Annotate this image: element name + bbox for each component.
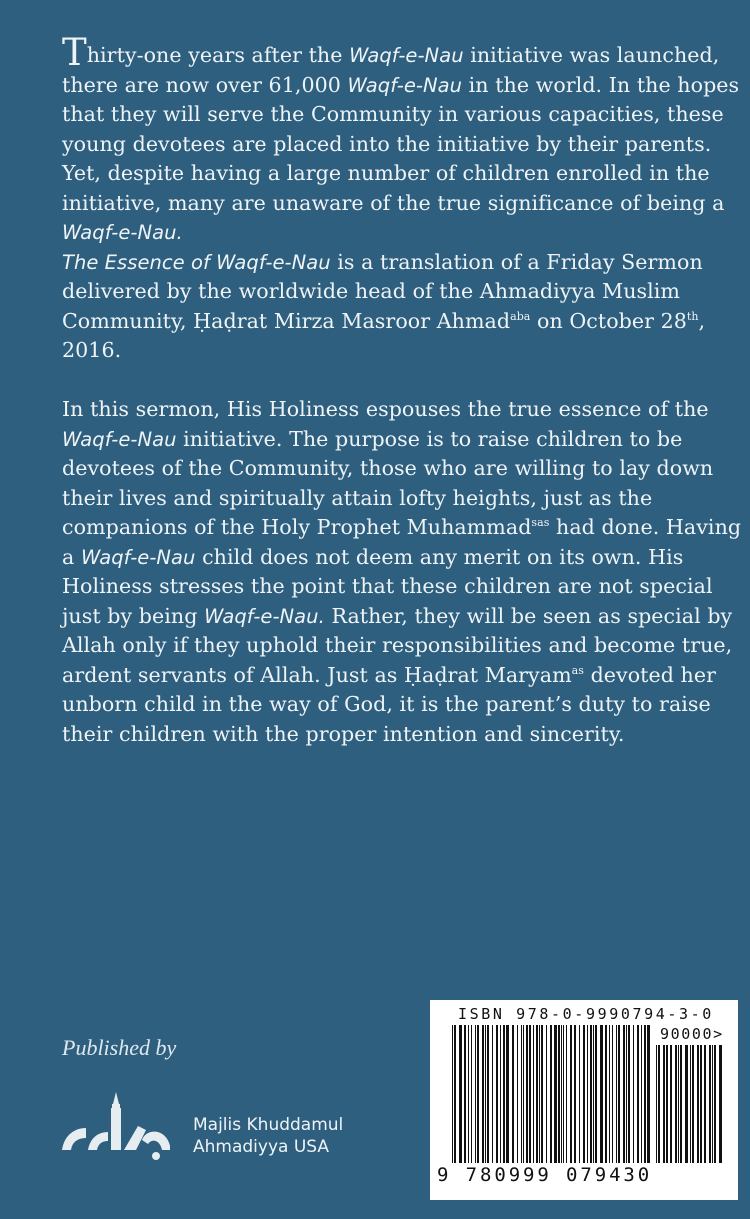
barcode-bar: [700, 1045, 702, 1163]
barcode-bar: [529, 1025, 531, 1163]
barcode-bar: [464, 1025, 466, 1163]
barcode-bar: [579, 1025, 580, 1163]
barcode-bar: [459, 1025, 462, 1163]
barcode-bar: [593, 1025, 594, 1163]
barcode-bar: [605, 1025, 607, 1163]
barcode-bar: [523, 1025, 524, 1163]
barcode-bar: [663, 1045, 665, 1163]
barcode-bar: [656, 1045, 657, 1163]
publisher-logo-icon: [58, 1084, 176, 1166]
barcode-bar: [454, 1025, 456, 1163]
barcode-bar: [477, 1025, 479, 1163]
barcode-bar: [587, 1025, 588, 1163]
back-cover-description: [62, 31, 742, 749]
barcode-bar: [637, 1025, 639, 1163]
published-by-label: Published by: [62, 1035, 177, 1060]
barcode-bar: [714, 1045, 716, 1163]
barcode-bar: [500, 1025, 501, 1163]
barcode-bar: [554, 1025, 557, 1163]
barcode-bar: [709, 1045, 711, 1163]
barcode-bar: [574, 1025, 576, 1163]
barcode-bar: [526, 1025, 528, 1163]
barcode-bar: [678, 1045, 679, 1163]
book-title-mention: The Essence of Waqf-e-Nau: [62, 250, 331, 274]
barcode-bar: [563, 1025, 564, 1163]
barcode-bar: [633, 1025, 634, 1163]
barcode-bar: [503, 1025, 505, 1163]
barcode-bar: [506, 1025, 509, 1163]
barcode-bar: [712, 1045, 713, 1163]
barcode-bar: [628, 1025, 630, 1163]
ean-barcode-bars: [452, 1025, 652, 1165]
barcode-bar: [546, 1025, 547, 1163]
barcode-bar: [492, 1025, 493, 1163]
barcode-bar: [517, 1025, 518, 1163]
barcode-bar: [692, 1045, 694, 1163]
barcode-bar: [623, 1025, 625, 1163]
barcode-bar: [616, 1025, 617, 1163]
barcode-bar: [521, 1025, 522, 1163]
barcode-bar: [550, 1025, 552, 1163]
publisher-name: Majlis Khuddamul Ahmadiyya USA: [193, 1115, 344, 1157]
barcode-bar: [487, 1025, 489, 1163]
barcode-bar: [533, 1025, 534, 1163]
barcode-bar: [583, 1025, 585, 1163]
barcode-bar: [600, 1025, 603, 1163]
barcode-bar: [670, 1045, 672, 1163]
barcode-bar: [626, 1025, 627, 1163]
barcode-bar: [471, 1025, 472, 1163]
barcode-bar: [536, 1025, 538, 1163]
barcode-bar: [647, 1025, 650, 1163]
barcode-bar: [468, 1025, 469, 1163]
barcode-bar: [697, 1045, 699, 1163]
barcode-bar: [452, 1025, 453, 1163]
barcode-bar: [658, 1045, 660, 1163]
drop-cap: T: [62, 31, 87, 74]
barcode-bar: [561, 1025, 562, 1163]
barcode-bar: [496, 1025, 498, 1163]
barcode-bar: [644, 1025, 646, 1163]
price-code: 90000>: [660, 1025, 724, 1043]
price-addon-bars: [656, 1045, 728, 1165]
barcode-bar: [475, 1025, 476, 1163]
barcode-bar: [485, 1025, 486, 1163]
barcode-bar: [566, 1025, 567, 1163]
barcode-bar: [641, 1025, 642, 1163]
barcode-bar: [685, 1045, 688, 1163]
barcode-bar: [704, 1045, 706, 1163]
barcode-bar: [675, 1045, 677, 1163]
barcode-bar: [680, 1045, 682, 1163]
barcode-bar: [482, 1025, 484, 1163]
barcode-bar: [618, 1025, 620, 1163]
barcode-bar: [690, 1045, 691, 1163]
description-paragraph-2: In this sermon, His Holiness espouses the true essence of the Waqf-e-Nau initiative. The purpose is to raise children to be devotees of the Community, those who are willing to lay down their lives and spiritually attain lofty heights, just as the companions of the Holy Prophet Muhammad$^{sas}$ had done. Having a Waqf-e-Nau child does not deem any merit on its own. His Holiness stresses the point that these children are not special just by being Waqf-e-Nau. Rather, they will be seen as special by Allah only if they uphold their responsibilities and become true, ardent servants of Allah. Just as Ḥaḍrat Maryam$^{as}$ devoted her unborn child in the way of God, it is the parent’s duty to raise their children with the proper intention and sincerity.: [62, 397, 742, 746]
barcode-bar: [609, 1025, 610, 1163]
barcode-bar: [612, 1025, 613, 1163]
barcode-bar: [541, 1025, 543, 1163]
barcode-bar: [539, 1025, 540, 1163]
barcode-bar: [512, 1025, 514, 1163]
barcode-bar: [570, 1025, 572, 1163]
barcode-bar: [590, 1025, 592, 1163]
barcode-bar: [595, 1025, 597, 1163]
ean-digits: 9 780999 079430: [437, 1164, 653, 1186]
barcode-bar: [666, 1045, 668, 1163]
barcode-bar: [558, 1025, 560, 1163]
barcode-bar: [719, 1045, 722, 1163]
description-paragraph-1: Thirty-one years after the Waqf-e-Nau initiative was launched, there are now over 61,000 Waqf-e-Nau in the world. In the hopes that they will serve the Community in various capacities, these young devotees are placed into the initiative by their parents. Yet, despite having a large number of children enrolled in the initiative, many are unaware of the true significance of being a Waqf-e-Nau. The Essence of Waqf-e-Nau is a translation of a Friday Sermon delivered by the worldwide head of the Ahmadiyya Muslim Community, Ḥaḍrat Mirza Masroor Ahmad$^{aba}$ on October 28th, 2016.: [62, 31, 740, 362]
isbn-number: ISBN 978-0-9990794-3-0: [458, 1005, 714, 1023]
